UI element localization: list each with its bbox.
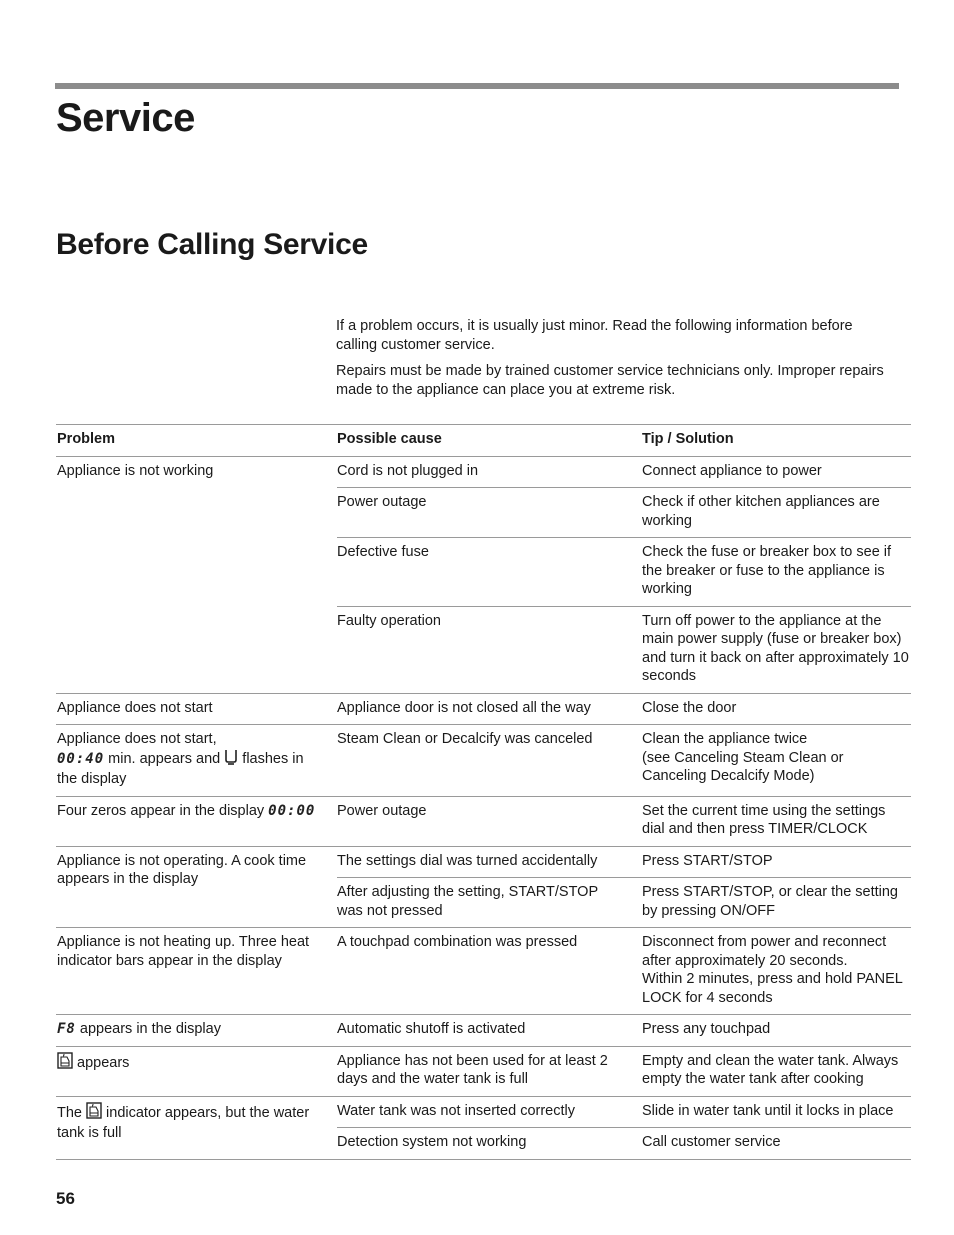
problem-text: appears in the display bbox=[75, 1021, 221, 1037]
water-tank-icon bbox=[57, 1052, 73, 1075]
top-rule bbox=[55, 83, 899, 89]
problem-text: Appliance does not start, bbox=[57, 731, 217, 747]
solution-line: (see Canceling Steam Clean or Canceling Decalcify Mode) bbox=[642, 749, 844, 784]
solution-cell: Close the door bbox=[629, 693, 911, 725]
problem-cell bbox=[56, 725, 337, 797]
solution-cell: Press any touchpad bbox=[629, 1015, 911, 1047]
problem-text: appears bbox=[73, 1054, 130, 1071]
cause-cell: Defective fuse bbox=[337, 538, 629, 607]
solution-cell: Turn off power to the appliance at the main power supply (fuse or breaker box) and turn it back on after approximately 10 seconds bbox=[629, 606, 911, 693]
cause-cell: Cord is not plugged in bbox=[337, 456, 629, 488]
solution-cell bbox=[629, 928, 911, 1015]
table-row bbox=[56, 693, 911, 725]
table-row bbox=[56, 1015, 911, 1047]
problem-cell: Appliance is not working bbox=[56, 456, 337, 693]
table-header-row bbox=[56, 425, 911, 457]
header-solution: Tip / Solution bbox=[629, 425, 911, 457]
solution-cell: Check the fuse or breaker box to see if the breaker or fuse to the appliance is working bbox=[629, 538, 911, 607]
cause-cell: Power outage bbox=[337, 488, 629, 538]
solution-cell: Slide in water tank until it locks in place bbox=[629, 1096, 911, 1128]
solution-line: Clean the appliance twice bbox=[642, 731, 808, 747]
problem-cell: Appliance is not heating up. Three heat indicator bars appear in the display bbox=[56, 928, 337, 1015]
display-code: 00:00 bbox=[268, 802, 316, 819]
table-row bbox=[56, 846, 911, 878]
troubleshooting-table bbox=[56, 424, 911, 1160]
display-code: F8 bbox=[57, 1021, 76, 1037]
table-row bbox=[56, 1096, 911, 1128]
intro-paragraph: If a problem occurs, it is usually just minor. Read the following information before calling customer service. bbox=[336, 318, 853, 353]
solution-cell: Set the current time using the settings dial and then press TIMER/CLOCK bbox=[629, 796, 911, 846]
problem-text: indicator appears, but the water tank is full bbox=[57, 1104, 310, 1141]
cause-cell: Appliance has not been used for at least 2 days and the water tank is full bbox=[337, 1046, 629, 1096]
problem-cell: Appliance is not operating. A cook time appears in the display bbox=[56, 846, 337, 928]
cause-cell: Steam Clean or Decalcify was canceled bbox=[337, 725, 629, 797]
page-title: Service bbox=[56, 96, 195, 140]
cause-cell: Power outage bbox=[337, 796, 629, 846]
solution-line: Within 2 minutes, press and hold PANEL LOCK for 4 seconds bbox=[642, 971, 903, 1006]
problem-text: The bbox=[57, 1104, 87, 1121]
header-cause: Possible cause bbox=[337, 425, 629, 457]
cause-cell: The settings dial was turned accidentally bbox=[337, 846, 629, 878]
table-row bbox=[56, 796, 911, 846]
solution-cell: Empty and clean the water tank. Always empty the water tank after cooking bbox=[629, 1046, 911, 1096]
problem-cell bbox=[56, 1096, 337, 1159]
section-title: Before Calling Service bbox=[56, 228, 368, 261]
cause-cell: Water tank was not inserted correctly bbox=[337, 1096, 629, 1128]
intro-paragraph: Repairs must be made by trained customer service technicians only. Improper repairs made to the appliance can place you at extreme risk. bbox=[336, 363, 884, 398]
problem-text: min. appears and bbox=[104, 750, 225, 767]
solution-cell: Press START/STOP, or clear the setting by pressing ON/OFF bbox=[629, 878, 911, 928]
problem-cell bbox=[56, 1015, 337, 1047]
water-tank-icon bbox=[86, 1102, 102, 1125]
problem-text: flashes in the display bbox=[57, 750, 304, 787]
cause-cell: A touchpad combination was pressed bbox=[337, 928, 629, 1015]
solution-cell: Press START/STOP bbox=[629, 846, 911, 878]
table-row bbox=[56, 1046, 911, 1096]
steam-clean-icon bbox=[224, 749, 238, 771]
display-code: 00:40 bbox=[57, 750, 105, 767]
table-row bbox=[56, 725, 911, 797]
cause-cell: After adjusting the setting, START/STOP was not pressed bbox=[337, 878, 629, 928]
solution-line: Disconnect from power and reconnect after approximately 20 seconds. bbox=[642, 934, 887, 969]
solution-cell: Check if other kitchen appliances are working bbox=[629, 488, 911, 538]
cause-cell: Faulty operation bbox=[337, 606, 629, 693]
cause-cell: Detection system not working bbox=[337, 1128, 629, 1160]
solution-cell: Call customer service bbox=[629, 1128, 911, 1160]
table-row bbox=[56, 928, 911, 1015]
solution-cell: Connect appliance to power bbox=[629, 456, 911, 488]
problem-cell bbox=[56, 796, 337, 846]
problem-text: Four zeros appear in the display bbox=[57, 802, 269, 819]
page-number: 56 bbox=[56, 1189, 75, 1208]
cause-cell: Automatic shutoff is activated bbox=[337, 1015, 629, 1047]
intro-text bbox=[336, 317, 886, 407]
header-problem: Problem bbox=[56, 425, 337, 457]
cause-cell: Appliance door is not closed all the way bbox=[337, 693, 629, 725]
problem-cell: Appliance does not start bbox=[56, 693, 337, 725]
table-row bbox=[56, 456, 911, 488]
solution-cell bbox=[629, 725, 911, 797]
problem-cell bbox=[56, 1046, 337, 1096]
